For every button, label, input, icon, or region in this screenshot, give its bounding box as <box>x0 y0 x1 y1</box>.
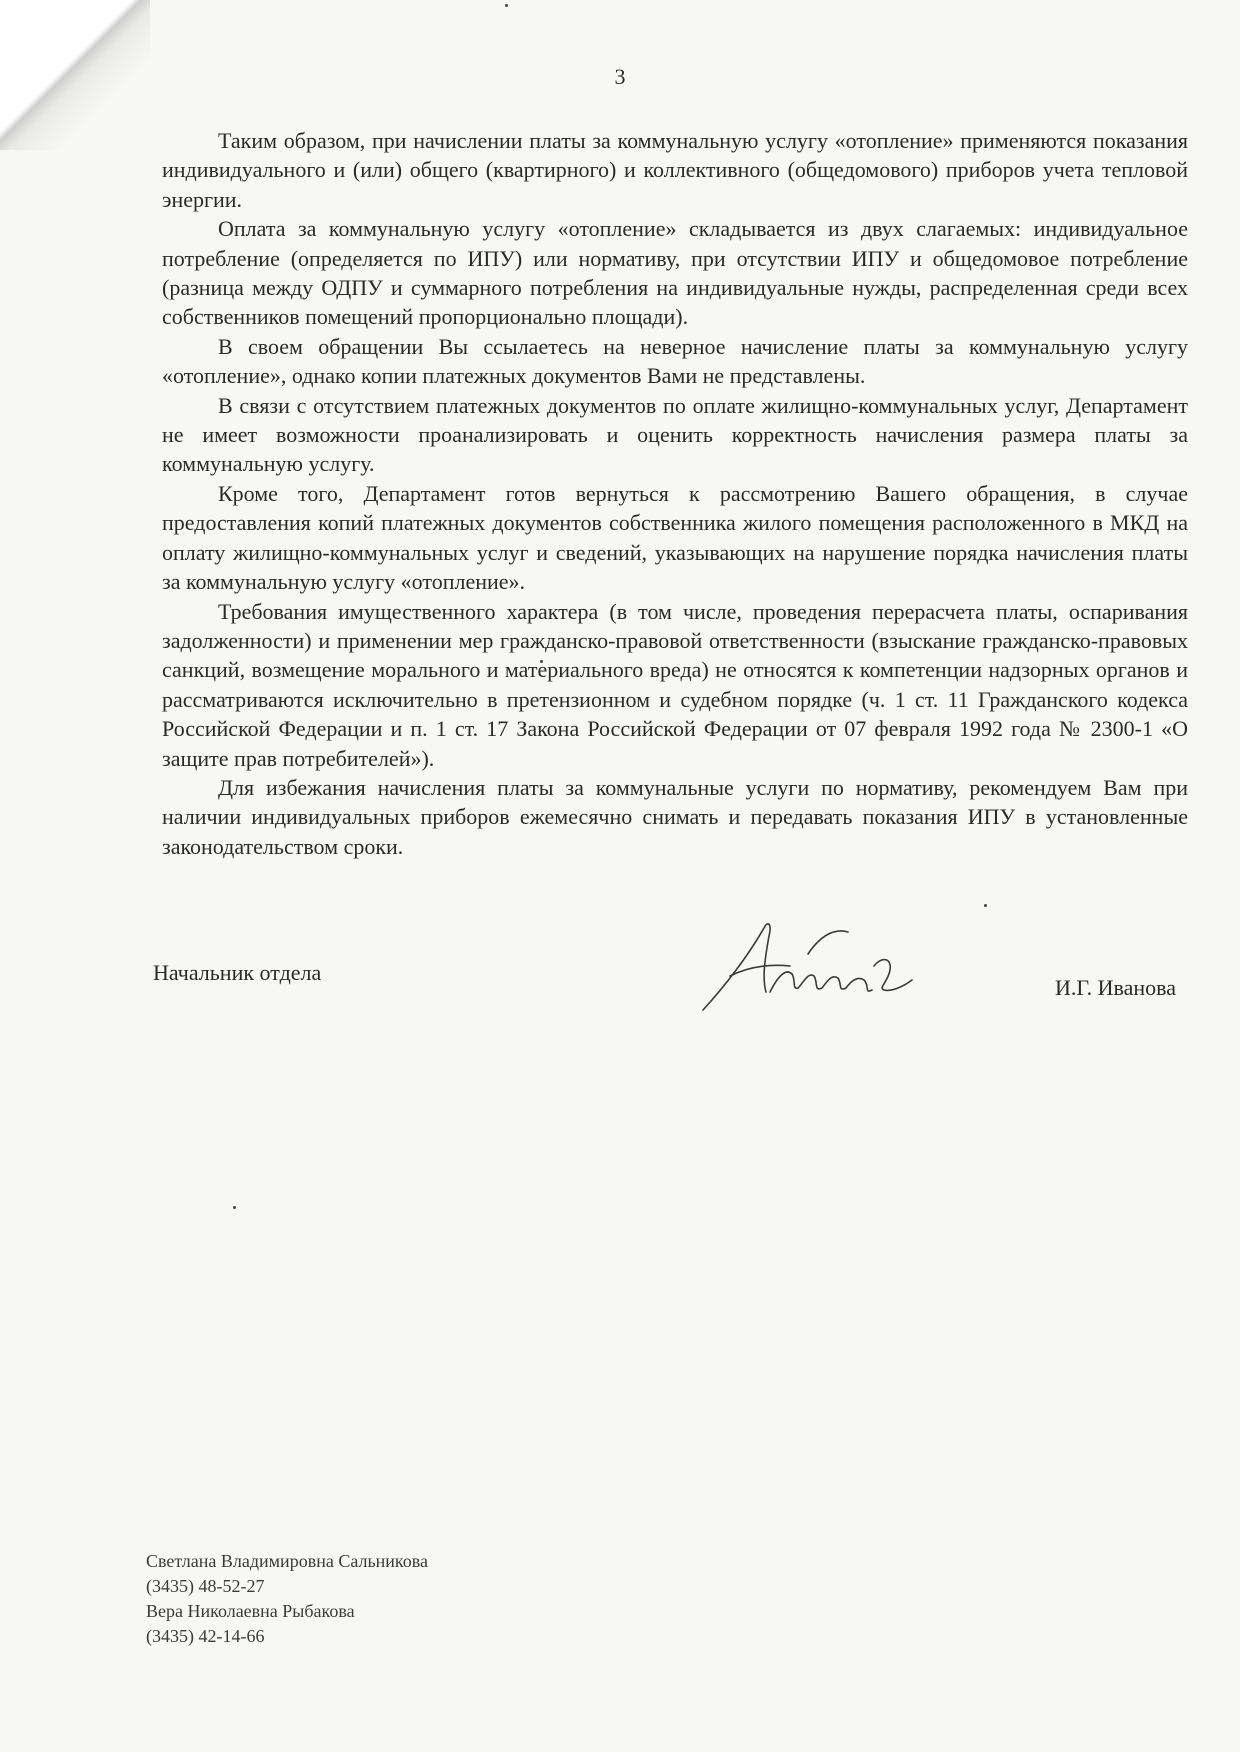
contact-line: Вера Николаевна Рыбакова <box>146 1601 355 1621</box>
page-number: 3 <box>614 64 626 89</box>
signature-block <box>153 960 1176 1020</box>
signatory-title: Начальник отдела <box>153 960 322 985</box>
paragraph: В связи с отсутствием платежных документов по оплате жилищно-коммунальных услуг, Департамент не имеет возможности проанализировать и оценить корректность начисления размера платы за коммунальную услугу. <box>162 392 1188 477</box>
paragraph: Требования имущественного характера (в том числе, проведения перерасчета платы, оспаривания задолженности) и применении мер гражданско-правовой ответственности (взыскание гражданско-правовых санкций, возмещение морального и материального вреда) не относятся к компетенции надзорных органов и рассматриваются исключительно в претензионном и судебном порядке (ч. 1 ст. 11 Гражданского кодекса Российской Федерации и п. 1 ст. 17 Закона Российской Федерации от 07 февраля 1992 года № 2300-1 «О защите прав потребителей»). <box>162 598 1188 771</box>
signatory-name: И.Г. Иванова <box>1054 975 1176 1000</box>
paragraph: Таким образом, при начислении платы за коммунальную услугу «отопление» применяются показания индивидуального и (или) общего (квартирного) и коллективного (общедомового) приборов учета тепловой энергии. <box>162 128 1188 212</box>
scan-speck <box>505 4 508 7</box>
paragraph: Для избежания начисления платы за коммунальные услуги по нормативу, рекомендуем Вам при наличии индивидуальных приборов ежемесячно снимать и передавать показания ИПУ в установленные законодательством сроки. <box>162 774 1188 859</box>
handwritten-signature <box>700 906 930 1016</box>
contact-line: (3435) 48-52-27 <box>146 1576 265 1596</box>
scan-speck <box>233 1206 236 1209</box>
paragraph: В своем обращении Вы ссылаетесь на неверное начисление платы за коммунальную услугу «отопление», однако копии платежных документов Вами не представлены. <box>162 333 1188 389</box>
contact-line: Светлана Владимировна Сальникова <box>146 1551 429 1571</box>
scan-speck <box>984 904 987 907</box>
paragraph: Кроме того, Департамент готов вернуться к рассмотрению Вашего обращения, в случае предоставления копий платежных документов собственника жилого помещения расположенного в МКД на оплату жилищно-коммунальных услуг и сведений, указывающих на нарушение порядка начисления платы за коммунальную услугу «отопление». <box>162 480 1188 595</box>
contacts-block <box>146 1549 428 1649</box>
paragraph: Оплата за коммунальную услугу «отопление» складывается из двух слагаемых: индивидуальное потребление (определяется по ИПУ) или нормативу, при отсутствии ИПУ и общедомовое потребление (разница между ОДПУ и суммарного потребления на индивидуальные нужды, распределенная среди всех собственников помещений пропорционально площади). <box>162 216 1188 330</box>
letter-body <box>162 126 1188 861</box>
contact-line: (3435) 42-14-66 <box>146 1626 265 1646</box>
